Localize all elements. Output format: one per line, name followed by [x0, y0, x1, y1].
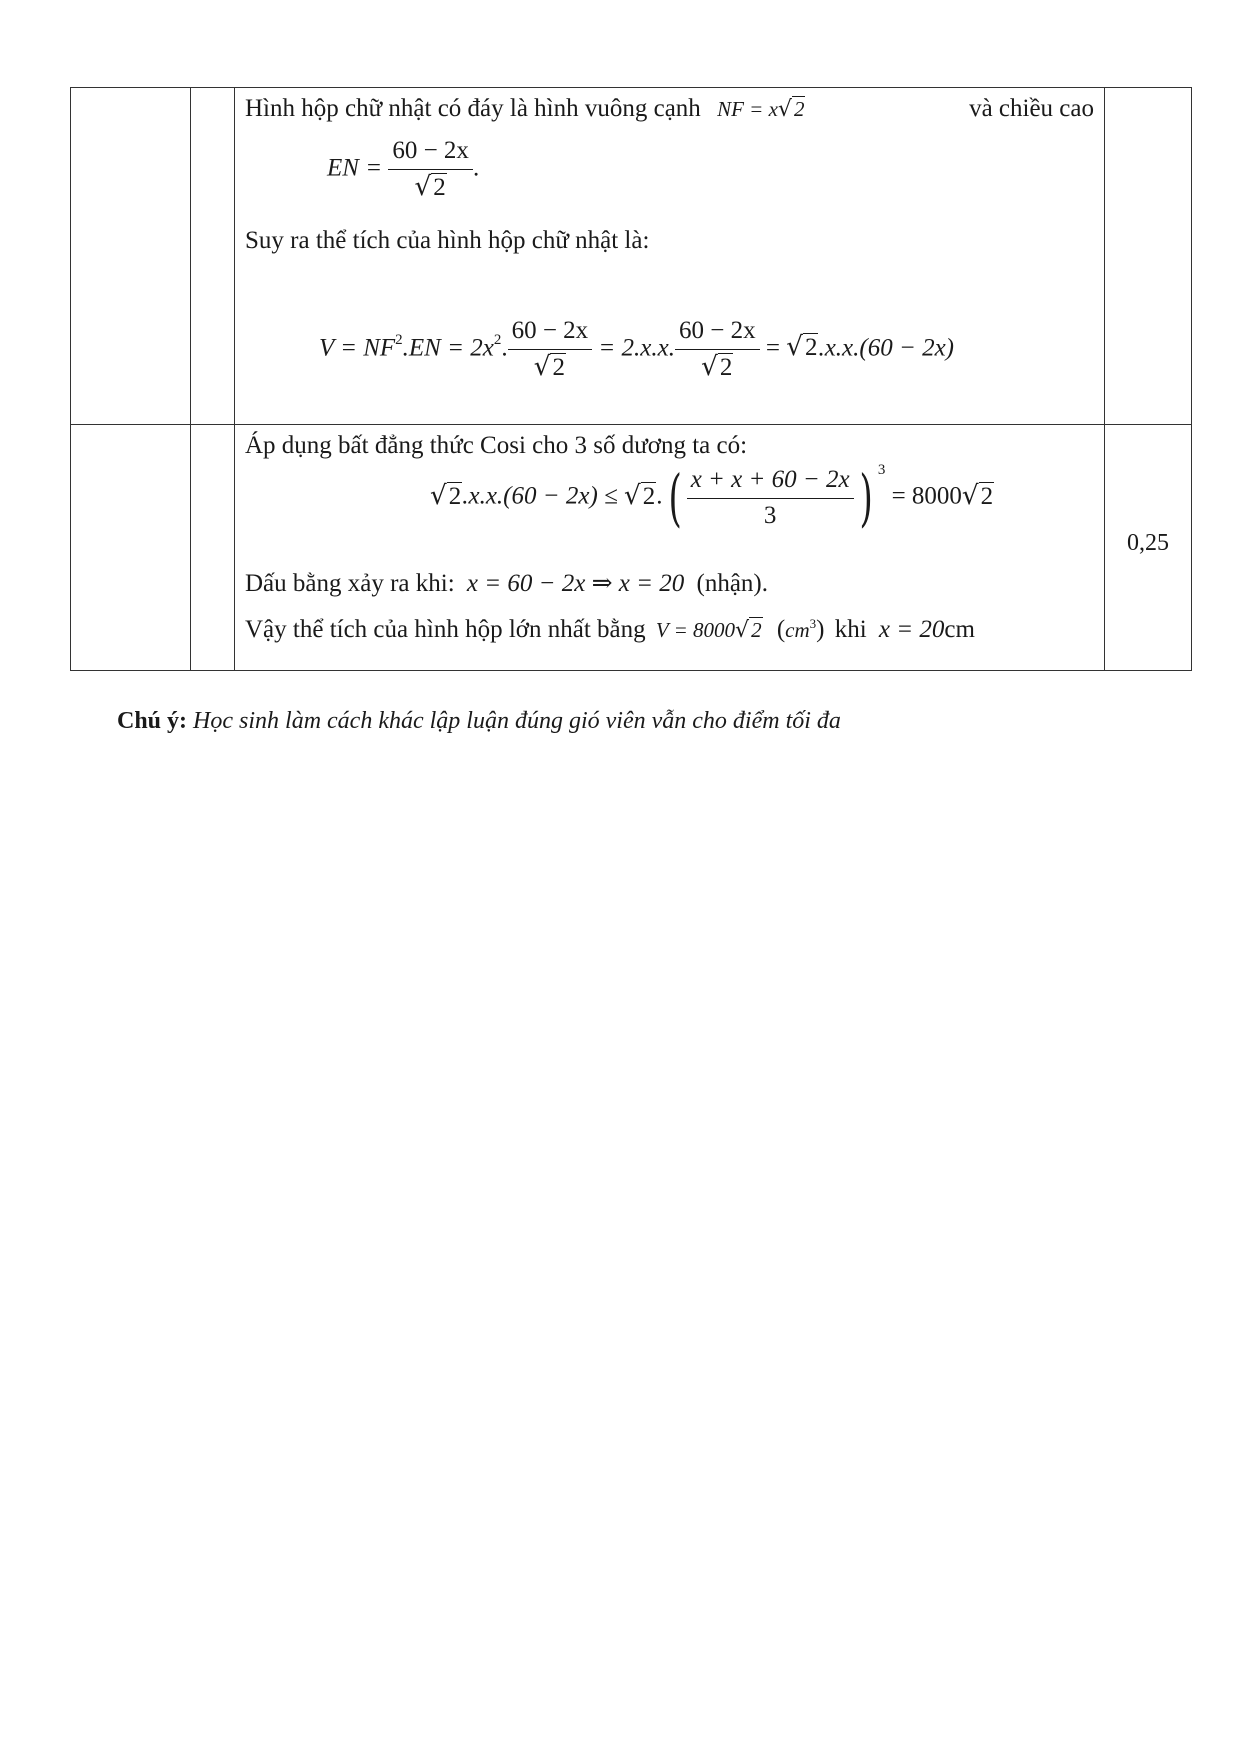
sqrt-symbol: √2	[624, 480, 656, 511]
en-period: .	[472, 154, 480, 182]
conclusion-line	[245, 615, 975, 645]
fraction-numerator: 60 − 2x	[508, 316, 593, 350]
cm-unit: cm	[944, 616, 975, 643]
sqrt-symbol: √2	[414, 172, 446, 202]
sqrt-radicand: 2	[804, 334, 818, 362]
part-cell	[191, 88, 235, 425]
nf-eq: = x	[743, 97, 778, 121]
sqrt-radicand: 2	[552, 354, 565, 381]
sqrt-radicand: 2	[751, 618, 762, 642]
sqrt-symbol: √2	[430, 480, 462, 511]
answer-table	[70, 87, 1192, 671]
cosi-intro-text: Áp dụng bất đẳng thức Cosi cho 3 số dương ta có:	[245, 432, 748, 459]
exponent: 2	[493, 332, 502, 349]
score-value: 0,25	[1127, 530, 1169, 556]
v-dot: .	[501, 334, 508, 362]
cosi-inequality	[430, 461, 994, 534]
right-paren: )	[859, 461, 873, 534]
nf-lhs: NF	[717, 97, 744, 121]
equality-condition-math: x = 60 − 2x ⇒ x = 20	[466, 570, 685, 597]
sqrt-radicand: 2	[793, 97, 805, 121]
accepted-label: (nhận).	[696, 570, 769, 597]
question-cell	[71, 425, 191, 671]
box-description-line	[245, 94, 805, 124]
height-label: và chiều cao	[969, 95, 1094, 122]
sqrt-symbol: √2	[961, 480, 994, 511]
v-part: .EN = 2x	[402, 334, 494, 362]
score-cell	[1105, 88, 1192, 425]
sqrt-radicand: 2	[433, 174, 446, 201]
en-formula	[327, 136, 479, 204]
sqrt-symbol: √2	[777, 97, 805, 122]
volume-intro-text: Suy ra thể tích của hình hộp chữ nhật là:	[245, 227, 650, 254]
note-line	[117, 708, 841, 735]
sqrt-symbol: √2	[533, 352, 565, 382]
v-part: V = NF	[319, 334, 396, 362]
en-fraction	[388, 136, 473, 204]
note-text: Học sinh làm cách khác lập luận đúng gió viên vẫn cho điểm tối đa	[193, 708, 841, 734]
sqrt-radicand: 2	[642, 482, 656, 510]
equality-condition-line	[245, 569, 768, 599]
en-lhs: EN =	[327, 154, 383, 182]
table-row	[71, 88, 1192, 425]
solution-cell	[235, 425, 1105, 671]
when-label: khi	[834, 616, 867, 643]
solution-cell	[235, 88, 1105, 425]
fraction-numerator: 60 − 2x	[675, 316, 760, 350]
v-fraction-1	[508, 316, 593, 384]
v-part: = 2.x.x.	[598, 334, 675, 362]
sqrt-symbol: √2	[735, 618, 762, 643]
question-cell	[71, 88, 191, 425]
ineq-part: .x.x.(60 − 2x) ≤	[462, 482, 618, 510]
sqrt-radicand: 2	[719, 354, 733, 381]
ineq-result: = 8000	[891, 482, 962, 510]
table-row	[71, 425, 1192, 671]
ineq-fraction	[687, 465, 854, 531]
conclusion-text: Vậy thể tích của hình hộp lớn nhất bằng	[245, 616, 646, 643]
v-part: .x.x.(60 − 2x)	[818, 334, 954, 362]
sqrt-symbol: √2	[786, 332, 818, 363]
equality-condition-text: Dấu bằng xảy ra khi:	[245, 570, 455, 597]
sqrt-radicand: 2	[980, 482, 994, 510]
exponent: 3	[877, 461, 886, 478]
box-description-text: Hình hộp chữ nhật có đáy là hình vuông cạnh	[245, 95, 701, 122]
fraction-numerator: 60 − 2x	[388, 136, 473, 170]
part-cell	[191, 425, 235, 671]
volume-formula	[319, 316, 954, 384]
score-cell	[1105, 425, 1192, 671]
fraction-numerator: x + x + 60 − 2x	[687, 465, 854, 499]
nf-formula	[717, 97, 805, 121]
unit: cm	[785, 618, 810, 642]
exponent: 2	[395, 332, 403, 349]
unit-paren-close: )	[816, 616, 825, 643]
unit-exponent: 3	[809, 616, 817, 631]
max-volume-formula	[656, 618, 763, 642]
left-paren: (	[667, 461, 682, 534]
max-volume-lhs: V = 8000	[655, 618, 735, 642]
sqrt-symbol: √2	[701, 352, 733, 382]
fraction-denominator: 3	[763, 502, 777, 529]
v-fraction-2	[675, 316, 760, 384]
note-label: Chú ý:	[117, 708, 188, 734]
unit-paren-open: (	[776, 616, 786, 643]
v-equals: =	[765, 334, 780, 362]
ineq-dot: .	[656, 482, 663, 510]
sqrt-radicand: 2	[448, 482, 462, 510]
x-value: x = 20	[878, 616, 945, 643]
